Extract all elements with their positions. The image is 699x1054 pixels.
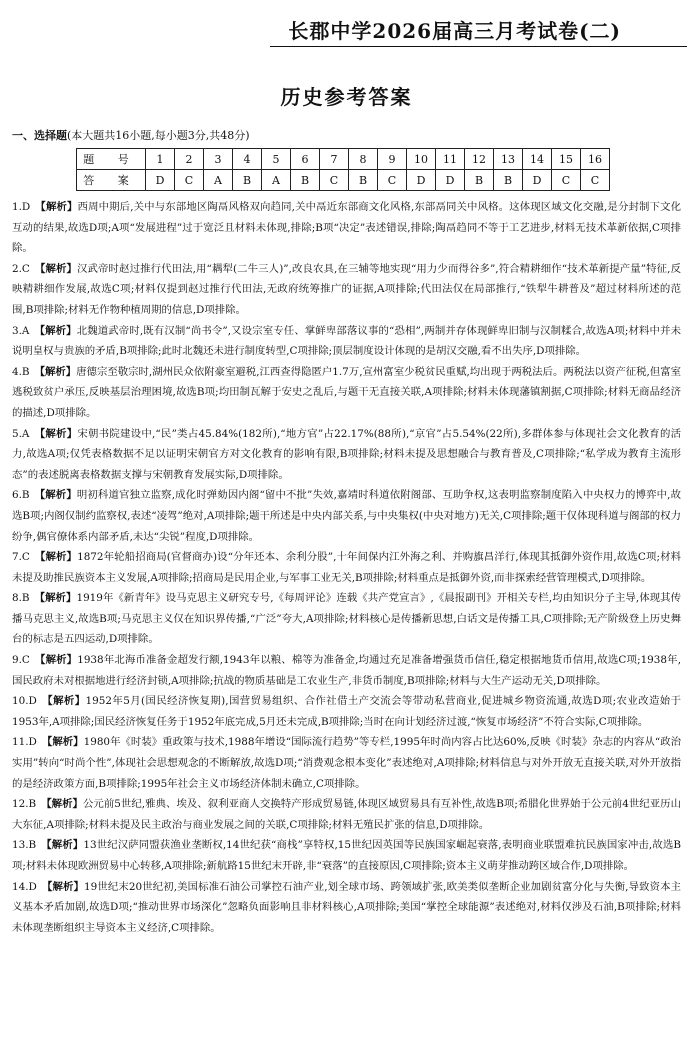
section-heading	[12, 128, 681, 144]
item-number: 13.	[12, 839, 29, 852]
item-text: 明初科道官独立监察,成化时弹劾因内阁“留中不批”失效,嘉靖时科道依附阁部、互助争权,这表明监察制度陷入中央权力的博弈中,故选B项;内阁仅制约监察权,表述“凌驾”绝对,A项排除;题干所述是中央内部关系,与中央集权(中央对地方)无关,C项排除;题干仅体现科道与阁部的权力纷争,偶官僚体系内部矛盾,未达“尖锐”程度,D项排除。	[12, 489, 681, 543]
item-answer: D	[21, 201, 31, 213]
analysis-tag: 【解析】	[41, 839, 84, 852]
question-number: 12	[465, 149, 494, 170]
item-number: 3.	[12, 324, 22, 337]
item-answer: D	[28, 736, 37, 749]
item-answer: B	[21, 489, 30, 502]
item-answer: B	[21, 592, 30, 605]
question-number: 2	[175, 149, 204, 170]
answer-cell: C	[552, 170, 581, 191]
analysis-item	[12, 732, 681, 794]
analysis-tag: 【解析】	[34, 551, 78, 564]
analysis-item	[12, 835, 681, 876]
header-title: 长郡中学2026届高三月考试卷(二)	[288, 19, 621, 43]
item-text: 唐德宗至敬宗时,湖州民众依附豪室避税,江西查得隐匿户1.7万,宣州富室少税贫民重赋,均出现于两税法后。两税法以资产征税,但富室逃税致贫户承压,反映基层治理困境,故选B项;均田制瓦解于安史之乱后,与题干无直接关联,A项排除;材料未体现藩镇割据,C项排除;材料无商品经济的描述,D项排除。	[12, 365, 681, 419]
analysis-tag: 【解析】	[34, 365, 77, 378]
answer-cell: D	[407, 170, 436, 191]
question-number: 8	[349, 149, 378, 170]
answer-table	[76, 148, 610, 191]
item-answer: D	[28, 695, 37, 708]
item-text: 汉武帝时赵过推行代田法,用“耦犁(二牛三人)”,改良农具,在三辅等地实现“用力少而得谷多”,符合精耕细作“技术革新提产量”特征,反映精耕细作发展,故选C项;材料仅提到赵过推行代田法,无政府统筹推广的证据,A项排除;代田法仅在局部推行,“铁犁牛耕普及”超过材料所述的范围,B项排除;材料无作物种植周期的信息,D项排除。	[12, 262, 681, 316]
analysis-tag: 【解析】	[34, 654, 78, 667]
question-number: 11	[436, 149, 465, 170]
analysis-item	[12, 547, 681, 588]
analysis-tag: 【解析】	[34, 262, 78, 275]
item-answer: C	[21, 262, 30, 275]
answer-cell: B	[465, 170, 494, 191]
question-number: 16	[581, 149, 610, 170]
item-text: 13世纪汉萨同盟获渔业垄断权,14世纪获“商栈”享特权,15世纪因英国等民族国家崛起衰落,表明商业联盟难抗民族国家冲击,故选B项;材料未体现欧洲贸易中心转移,A项排除;新航路15世纪末开辟,非“衰落”的直接原因,C项排除;资本主义萌芽推动跨区域合作,D项排除。	[12, 839, 682, 872]
analysis-tag: 【解析】	[34, 324, 77, 337]
answer-row-label: 答 案	[77, 170, 146, 191]
analysis-item	[12, 691, 681, 732]
question-number: 7	[320, 149, 349, 170]
analysis-tag: 【解析】	[34, 427, 78, 440]
header-rule	[270, 46, 687, 47]
answer-cell: B	[349, 170, 378, 191]
item-number: 14.	[12, 880, 29, 893]
item-number: 1.	[12, 201, 22, 213]
analysis-tag: 【解析】	[34, 489, 77, 502]
item-number: 7.	[12, 551, 22, 564]
item-text: 1980年《时装》重政策与技术,1988年增设“国际流行趋势”等专栏,1995年时尚内容占比达60%,反映《时装》杂志的内容从“政治实用”转向“时尚个性”,体现社会思想观念的不断解放,故选D项;“消费观念根本变化”表述绝对,A项排除;材料信息与对外开放无直接关联,对外开放指的是经济政策方面,B项排除;1995年社会主义市场经济体制未确立,C项排除。	[12, 736, 682, 790]
item-number: 12.	[12, 798, 29, 811]
analysis-item	[12, 362, 681, 424]
question-number: 9	[378, 149, 407, 170]
item-answer: B	[28, 839, 37, 852]
item-number: 11.	[12, 736, 29, 749]
answer-cell: B	[494, 170, 523, 191]
item-text: 公元前5世纪,雅典、埃及、叙利亚商人交换特产形成贸易链,体现区域贸易具有互补性,故选B项;希腊化世界始于公元前4世纪亚历山大东征,A项排除;材料未提及民主政治与商业发展之间的关联,C项排除;材料无殖民扩张的信息,D项排除。	[12, 798, 682, 831]
item-number: 9.	[12, 654, 22, 667]
question-number: 13	[494, 149, 523, 170]
doc-title: 历史参考答案	[280, 85, 413, 109]
answer-cell: A	[204, 170, 233, 191]
item-answer: C	[21, 551, 30, 564]
item-text: 1872年轮船招商局(官督商办)设“分年还本、余利分股”,十年间保内江外海之利、并购旗昌洋行,体现其抵御外资作用,故选C项;材料未提及助推民族资本主义发展,A项排除;招商局是民用企业,与军事工业无关,B项排除;材料重点是抵御外资,而非探索经营管理模式,D项排除。	[12, 551, 682, 584]
item-answer: A	[21, 324, 30, 337]
question-number: 10	[407, 149, 436, 170]
item-answer: C	[21, 654, 30, 667]
item-text: 北魏道武帝时,既有汉制“尚书令”,又设宗室专任、掌鲜卑部落议事的“恐相”,两制并存体现鲜卑旧制与汉制糅合,故选A项;材料中并未说明皇权与贵族的矛盾,B项排除;此时北魏还未进行制度转型,C项排除;顶层制度设计体现的是胡汉交融,看不出失序,D项排除。	[12, 324, 681, 358]
analysis-list	[12, 197, 681, 938]
question-number: 14	[523, 149, 552, 170]
item-number: 8.	[12, 592, 22, 605]
item-number: 6.	[12, 489, 22, 502]
analysis-item	[12, 485, 681, 547]
analysis-tag: 【解析】	[41, 880, 85, 893]
item-answer: D	[28, 880, 37, 893]
item-text: 19世纪末20世纪初,美国标准石油公司掌控石油产业,划全球市场、跨领域扩张,欧美类似垄断企业加剧贫富分化与失衡,导致资本主义基本矛盾加剧,故选D项;“推动世界市场深化”忽略负面影响且非材料核心,A项排除;美国“掌控全球能源”表述绝对,材料仅涉及石油,B项排除;材料未体现垄断组织主导资本主义经济,C项排除。	[12, 880, 681, 934]
answer-cell: C	[320, 170, 349, 191]
question-number: 15	[552, 149, 581, 170]
answer-cell: C	[175, 170, 204, 191]
answer-cell: D	[146, 170, 175, 191]
question-number: 6	[291, 149, 320, 170]
answer-cell: D	[436, 170, 465, 191]
number-row-label: 题 号	[77, 149, 146, 170]
answer-cell: B	[291, 170, 320, 191]
analysis-tag: 【解析】	[41, 695, 86, 708]
question-number: 1	[146, 149, 175, 170]
analysis-tag: 【解析】	[41, 798, 83, 811]
analysis-item	[12, 588, 681, 650]
section-label: 一、选择题	[12, 129, 67, 142]
answer-cell: C	[378, 170, 407, 191]
item-text: 西周中期后,关中与东部地区陶鬲风格双向趋同,关中鬲近东部商文化风格,东部鬲同关中风格。这体现区域文化交融,是分封制下文化互动的结果,故选D项;A项“发展进程”过于宽泛且材料未体现,排除;B项“决定”表述错误,排除;陶鬲趋同不等于工艺进步,材料无技术革新依据,C项排除。	[12, 201, 681, 255]
section-note: (本大题共16小题,每小题3分,共48分)	[67, 129, 250, 142]
item-number: 10.	[12, 695, 29, 708]
item-text: 1938年北海币准备金超发行额,1943年以粮、棉等为准备金,均通过充足准备增强货币信任,稳定根据地货币信用,故选C项;1938年,国民政府未对根据地进行经济封锁,A项排除;抗战的物质基础是工农业生产,非货币制度,B项排除;材料与大生产运动无关,D项排除。	[12, 654, 682, 687]
question-number: 4	[233, 149, 262, 170]
item-number: 4.	[12, 365, 22, 378]
item-answer: A	[21, 427, 30, 440]
item-text: 1919年《新青年》设马克思主义研究专号,《每周评论》连载《共产党宣言》,《晨报副刊》开相关专栏,均由知识分子主导,体现其传播马克思主义,故选B项;马克思主义仅在知识界传播,“广泛”夸大,A项排除;材料核心是传播新思想,白话文是传播工具,C项排除;无产阶级登上历史舞台的标志是五四运动,D项排除。	[12, 592, 681, 646]
analysis-item	[12, 321, 681, 362]
answer-table-number-row	[77, 149, 610, 170]
analysis-item	[12, 650, 681, 691]
answer-cell: D	[523, 170, 552, 191]
item-number: 2.	[12, 262, 22, 275]
item-number: 5.	[12, 427, 22, 440]
answer-table-answer-row	[77, 170, 610, 191]
answer-cell: B	[233, 170, 262, 191]
analysis-tag: 【解析】	[41, 736, 84, 749]
question-number: 3	[204, 149, 233, 170]
item-text: 1952年5月(国民经济恢复期),国营贸易组织、合作社借土产交流会等带动私营商业,促进城乡物资流通,故选D项;农业改造始于1953年,A项排除;国民经济恢复任务于1952年底完成,5月还未完成,B项排除;当时在向计划经济过渡,“恢复市场经济”不符合实际,C项排除。	[12, 695, 681, 728]
analysis-item	[12, 259, 681, 321]
analysis-item	[12, 424, 681, 486]
item-text: 宋朝书院建设中,“民”类占45.84%(182所),“地方官”占22.17%(88所),“京官”占5.54%(22所),多群体参与体现社会文化教育的活力,故选A项;仅凭表格数据不足以证明宋朝官方对文化教育的影响有限,B项排除;材料未提及思想融合与教育普及,C项排除;“私学成为教育主流形态”的表述脱离表格数据支撑与宋朝教育发展实际,D项排除。	[12, 427, 681, 481]
analysis-item	[12, 794, 681, 835]
analysis-item	[12, 877, 681, 939]
question-number: 5	[262, 149, 291, 170]
answer-cell: C	[581, 170, 610, 191]
item-answer: B	[21, 365, 30, 378]
answer-cell: A	[262, 170, 291, 191]
item-answer: B	[28, 798, 37, 811]
analysis-tag: 【解析】	[34, 592, 77, 605]
analysis-item	[12, 197, 681, 259]
analysis-tag: 【解析】	[35, 201, 78, 213]
